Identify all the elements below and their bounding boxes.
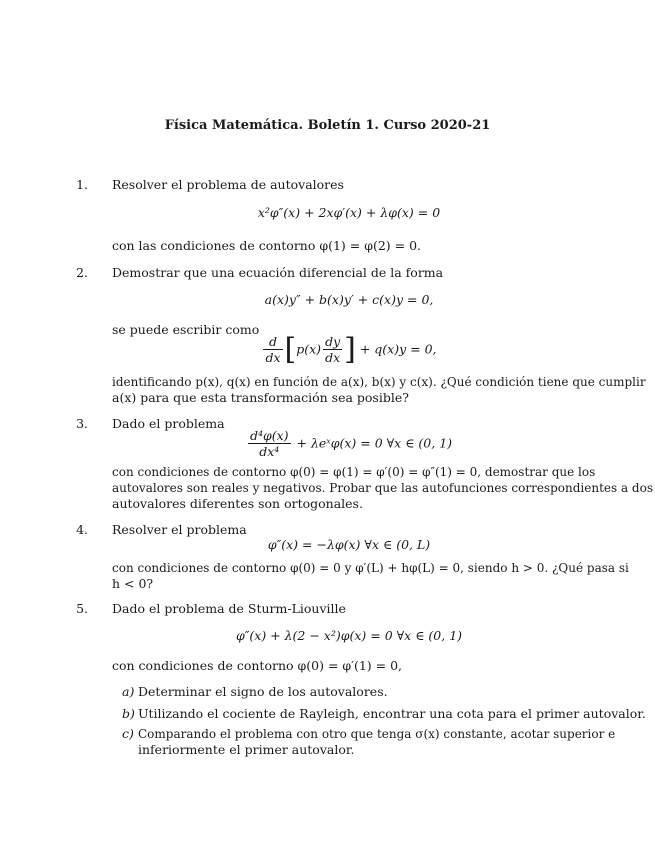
problem-4-after-1: con condiciones de contorno φ(0) = 0 y φ′(L) + hφ(L) = 0, siendo h > 0. ¿Qué pasa si <box>112 561 629 575</box>
subpart-label: a) <box>122 684 135 699</box>
problem-2-middle: se puede escribir como <box>112 322 260 337</box>
problem-2-after-1: identificando p(x), q(x) en función de a(x), b(x) y c(x). ¿Qué condición tiene que cumplir <box>112 375 646 389</box>
problem-intro: Resolver el problema <box>112 522 247 537</box>
equation-4: φ″(x) = −λφ(x) ∀x ∈ (0, L) <box>267 537 431 552</box>
problem-number: 5. <box>76 601 88 616</box>
fraction-dy-dx: $\frac{dy}{dx}$ <box>325 334 341 365</box>
problem-1-conditions: con las condiciones de contorno φ(1) = φ(2) = 0. <box>112 238 422 253</box>
fraction-d4phi: $\frac{\text{d⁴φ(x)}}{\text{dx⁴}}$ <box>249 428 289 459</box>
problem-number: 2. <box>76 265 88 280</box>
problem-4-after-2: h < 0? <box>112 576 154 591</box>
problem-intro: Resolver el problema de autovalores <box>112 177 344 192</box>
problem-3-after-1: con condiciones de contorno φ(0) = φ(1) = φ′(0) = φ″(1) = 0, demostrar que los <box>112 465 596 479</box>
fraction-d-dx: $\frac{d}{dx}$ <box>265 334 281 365</box>
subpart-label: c) <box>122 726 134 741</box>
subpart-text: Determinar el signo de los autovalores. <box>138 684 388 699</box>
problem-intro: Dado el problema de Sturm-Liouville <box>112 601 346 616</box>
equation-5: φ″(x) + λ(2 − x²)φ(x) = 0 ∀x ∈ (0, 1) <box>235 628 463 643</box>
page-title: Física Matemática. Boletín 1. Curso 2020-21 <box>164 118 491 133</box>
equation-1: x²φ″(x) + 2xφ′(x) + λφ(x) = 0 <box>257 205 441 220</box>
equation-2b: $\frac{d}{dx}$ [p(x) $\frac{dy}{dx}$ ] + q(x)y = 0, <box>265 331 437 367</box>
subpart-label: b) <box>122 706 135 721</box>
left-bracket: [ <box>284 331 297 367</box>
right-bracket: ] <box>344 331 356 367</box>
subpart-text: Comparando el problema con otro que tenga σ(x) constante, acotar superior e <box>138 727 616 741</box>
problem-number: 3. <box>76 416 88 431</box>
problem-intro: Demostrar que una ecuación diferencial de la forma <box>112 265 444 280</box>
problem-number: 4. <box>76 522 88 537</box>
subpart-text: Utilizando el cociente de Rayleigh, encontrar una cota para el primer autovalor. <box>138 706 646 721</box>
subpart-c-text-2: inferiormente el primer autovalor. <box>138 742 355 757</box>
problem-intro: Dado el problema <box>112 416 225 431</box>
equation-3: $\frac{\text{d⁴φ(x)}}{\text{dx⁴}}$ + λeˣφ(x) = 0 ∀x ∈ (0, 1) <box>249 428 453 459</box>
problem-3-after-2: autovalores son reales y negativos. Probar que las autofunciones correspondientes a dos <box>112 481 653 495</box>
problem-2-after-2: a(x) para que esta transformación sea posible? <box>112 390 409 405</box>
problem-number: 1. <box>76 177 88 192</box>
problem-5-conditions: con condiciones de contorno φ(0) = φ′(1) = 0, <box>112 658 403 673</box>
problem-3-after-3: autovalores diferentes son ortogonales. <box>112 496 363 511</box>
equation-2a: a(x)y″ + b(x)y′ + c(x)y = 0, <box>264 292 434 307</box>
